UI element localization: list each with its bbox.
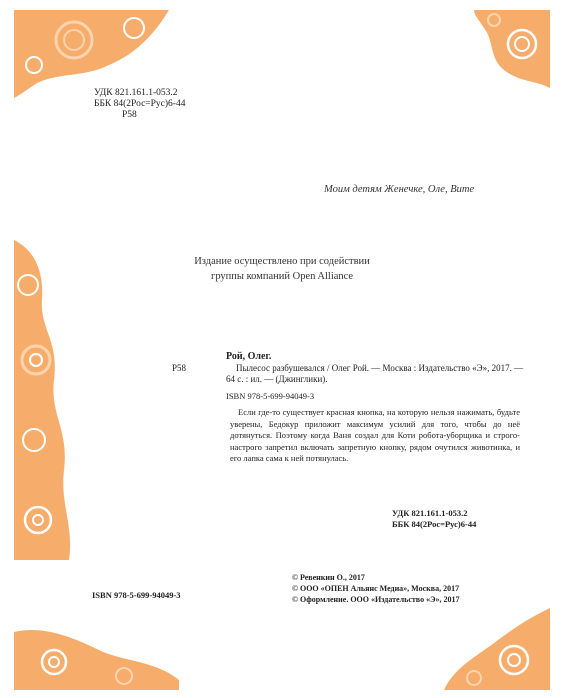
bbk-line: ББК 84(2Рос=Рус)6-44: [94, 99, 186, 109]
book-imprint-page: [14, 10, 550, 690]
classification-block: [94, 88, 185, 121]
publisher-note-line-1: Издание осуществлено при содействии: [194, 256, 370, 267]
dedication: Моим детям Женечке, Оле, Вите: [324, 184, 475, 195]
udk-line: УДК 821.161.1-053.2: [94, 88, 178, 98]
publisher-note: [14, 254, 550, 284]
code-line: Р58: [122, 110, 137, 120]
ornament-bottom-right: [414, 608, 550, 690]
copyright-line: © Оформление. ООО «Издательство «Э», 2017: [292, 595, 460, 604]
bbk-line-bottom: ББК 84(2Рос=Рус)6-44: [392, 519, 477, 529]
ornament-top-left: [14, 10, 174, 100]
udk-line-bottom: УДК 821.161.1-053.2: [392, 508, 468, 518]
ornament-left-side: [14, 240, 84, 560]
isbn-footer: ISBN 978-5-699-94049-3: [92, 590, 181, 600]
ornament-bottom-left: [14, 620, 184, 690]
classification-bottom: [392, 508, 476, 530]
copyrights: [292, 572, 460, 605]
ornament-top-right: [464, 10, 550, 90]
author: Рой, Олег.: [226, 351, 272, 362]
copyright-line: © ООО «ОПЕН Альянс Медиа», Москва, 2017: [292, 584, 460, 593]
copyright-line: © Ревенкин О., 2017: [292, 573, 365, 582]
annotation: Если где-то существует красная кнопка, на которую нельзя нажимать, будьте уверены, Бедокур приложит максимум усилий для того, чтобы до неё дотянуться. Поэтому когда Ваня создал для Коти робота-уборщика и строго-настрого запретил включать запретную кнопку, рядом очутился животинка, и его лапка сама к ней потянулась.: [230, 407, 520, 463]
bibliographic-description: Пылесос разбушевался / Олег Рой. — Москва : Издательство «Э», 2017. — 64 с. : ил. — (Джинглики).: [226, 363, 524, 384]
record-isbn: ISBN 978-5-699-94049-3: [226, 391, 315, 401]
record-code: Р58: [172, 363, 187, 373]
publisher-note-line-2: группы компаний Open Alliance: [211, 271, 353, 282]
